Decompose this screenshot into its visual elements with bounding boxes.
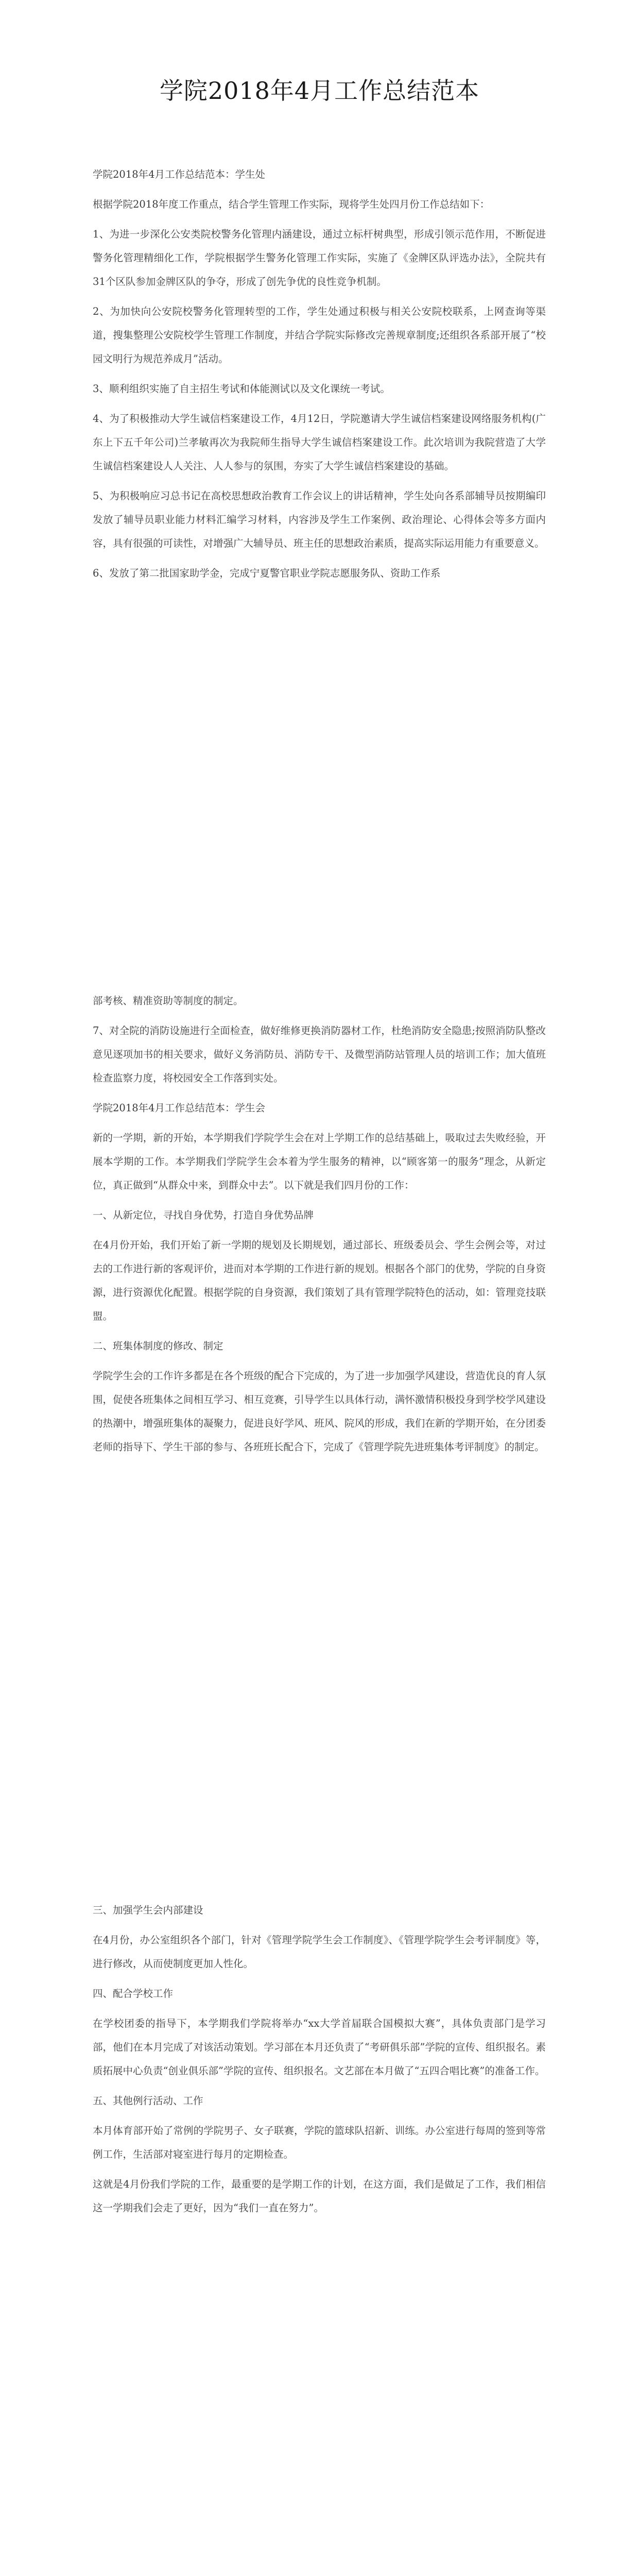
paragraph: 在4月份开始，我们开始了新一学期的规划及长期规划，通过部长、班级委员会、学生会例会等，对过去的工作进行新的客观评价，进而对本学期的工作进行新的规划。根据各个部门的优势，学院的自身资源，进行资源优化配置。根据学院的自身资源，我们策划了具有管理学院特色的活动，如：管理竞技联盟。 [93,1239,546,1322]
paragraph: 在4月份，办公室组织各个部门，针对《管理学院学生会工作制度》、《管理学院学生会考评制度》等，进行修改，从而使制度更加人性化。 [93,1934,546,1970]
section-heading: 学院2018年4月工作总结范本：学生会 [93,1102,266,1114]
paragraph: 4、为了积极推动大学生诚信档案建设工作，4月12日，学院邀请大学生诚信档案建设网络服务机构(广东上下五千年公司)兰孝敏再次为我院师生指导大学生诚信档案建设工作。此次培训为我院营造了大学生诚信档案建设人人关注、人人参与的氛围，夯实了大学生诚信档案建设的基础。 [93,413,546,472]
section-heading: 五、其他例行活动、工作 [93,2095,203,2107]
paragraph: 1、为进一步深化公安类院校警务化管理内涵建设，通过立标杆树典型，形成引领示范作用，不断促进警务化管理精细化工作，学院根据学生警务化管理工作实际，实施了《金牌区队评选办法》，全院共有31个区队参加金牌区队的争夺，形成了创先争优的良性竞争机制。 [93,228,546,287]
paragraph: 本月体育部开始了常例的学院男子、女子联赛，学院的篮球队招新、训练。办公室进行每周的签到等常例工作，生活部对寝室进行每月的定期检查。 [93,2125,546,2160]
paragraph: 根据学院2018年度工作重点，结合学生管理工作实际，现将学生处四月份工作总结如下： [93,198,490,210]
paragraph: 3、顺利组织实施了自主招生考试和体能测试以及文化课统一考试。 [93,383,390,395]
text-block-continued [93,1899,546,2226]
section-heading: 一、从新定位，寻找自身优势，打造自身优势品牌 [93,1209,314,1221]
text-block-student-union [93,989,546,1465]
paragraph: 2、为加快向公安院校警务化管理转型的工作，学生处通过积极与相关公安院校联系，上网查询等渠道，搜集整理公安院校学生管理工作制度，并结合学院实际修改完善规章制度;还组织各系部开展了“校园文明行为规范养成月”活动。 [93,306,546,365]
paragraph: 部考核、精准资助等制度的制定。 [93,995,244,1007]
section-heading: 四、配合学校工作 [93,1988,174,1999]
document-title: 学院2018年4月工作总结范本 [159,77,480,105]
paragraph: 学院2018年4月工作总结范本：学生处 [93,168,266,180]
paragraph: 新的一学期，新的开始，本学期我们学院学生会在对上学期工作的总结基础上，吸取过去失败经验，开展本学期的工作。本学期我们学院学生会本着为学生服务的精神，以“顾客第一的服务”理念，从新定位，真正做到“从群众中来，到群众中去”。以下就是我们四月份的工作： [93,1132,546,1191]
paragraph: 6、发放了第二批国家助学金，完成宁夏警官职业学院志愿服务队、资助工作系 [93,567,441,579]
section-heading: 二、班集体制度的修改、制定 [93,1340,223,1352]
text-block-student-affairs [93,163,546,591]
paragraph: 这就是4月份我们学院的工作，最重要的是学期工作的计划，在这方面，我们是做足了工作，我们相信这一学期我们会走了更好，因为“我们一直在努力”。 [93,2178,546,2214]
section-heading: 三、加强学生会内部建设 [93,1904,203,1916]
paragraph: 7、对全院的消防设施进行全面检查，做好维修更换消防器材工作，杜绝消防安全隐患;按照消防队整改意见逐项加书的相关要求，做好义务消防员、消防专干、及微型消防站管理人员的培训工作；加大值班检查监察力度，将校园安全工作落到实处。 [93,1025,546,1084]
paragraph: 5、为积极响应习总书记在高校思想政治教育工作会议上的讲话精神，学生处向各系部辅导员按期编印发放了辅导员职业能力材料汇编学习材料，内容涉及学生工作案例、政治理论、心得体会等多方面内容，具有很强的可读性，对增强广大辅导员、班主任的思想政治素质，提高实际运用能力有重要意义。 [93,490,546,549]
paragraph: 学院学生会的工作许多都是在各个班级的配合下完成的，为了进一步加强学风建设，营造优良的育人氛围，促使各班集体之间相互学习、相互竞赛，引导学生以具体行动，满怀激情积极投身到学校学风建设的热潮中，增强班集体的凝聚力，促进良好学风、班风、院风的形成，我们在新的学期开始，在分团委老师的指导下、学生干部的参与、各班班长配合下，完成了《管理学院先进班集体考评制度》的制定。 [93,1370,546,1453]
paragraph: 在学校团委的指导下，本学期我们学院将举办“xx大学首届联合国模拟大赛”，具体负责部门是学习部，他们在本月完成了对该活动策划。学习部在本月还负责了“考研俱乐部”学院的宣传、组织报名。素质拓展中心负责“创业俱乐部”学院的宣传、组织报名。文艺部在本月做了“五四合唱比赛”的准备工作。 [93,2018,546,2077]
